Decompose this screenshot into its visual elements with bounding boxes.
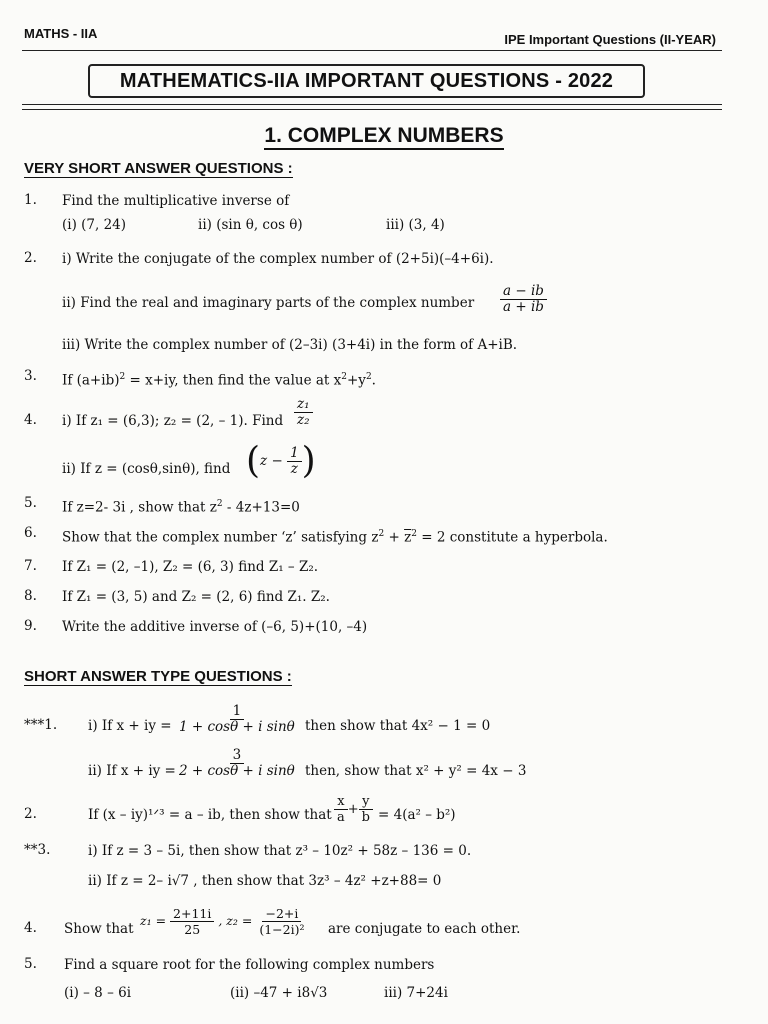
question-number: ***1. — [24, 717, 58, 733]
question-number: 4. — [24, 920, 37, 936]
option-ii: ii) (sin θ, cos θ) — [198, 217, 303, 233]
question-text: then, show that x² + y² = 4x − 3 — [305, 763, 527, 779]
fraction: $\frac{1}{\text{1 + cosθ + i sinθ}}$ — [179, 703, 295, 735]
question-text: ii) If z = (cosθ,sinθ), find — [62, 461, 231, 477]
question-text: If Z₁ = (2, –1), Z₂ = (6, 3) find Z₁ – Z₂. — [62, 559, 319, 575]
chapter-title: 1. COMPLEX NUMBERS — [0, 124, 768, 148]
option-i: (i) – 8 – 6i — [64, 985, 132, 1001]
question-number: 6. — [24, 525, 37, 541]
question-text: i) If x + iy = — [88, 718, 172, 734]
question-text: iii) Write the complex number of (2–3i) (3+4i) in the form of A+iB. — [62, 337, 518, 353]
option-ii: (ii) –47 + i8√3 — [230, 985, 328, 1001]
question-text: ii) Find the real and imaginary parts of the complex number — [62, 295, 475, 311]
question-text: If Z₁ = (3, 5) and Z₂ = (2, 6) find Z₁. Z₂. — [62, 589, 330, 605]
fraction: $\frac{a - ib}{a + ib}$ — [500, 284, 547, 315]
header-series: IPE Important Questions (II-YEAR) — [504, 32, 716, 47]
question-text: ii) If x + iy = — [88, 763, 176, 779]
fraction: $\frac{\text{z₁}}{\text{z₂}}$ — [294, 397, 313, 428]
question-text: Show that the complex number ‘z’ satisfying $z^2 + \overline{z}^2 = 2$ constitute a hyperbola. — [62, 529, 608, 546]
fraction: $\frac{3}{\text{2 + cosθ + i sinθ}}$ — [179, 747, 295, 779]
question-number: 2. — [24, 806, 37, 822]
question-number: 4. — [24, 412, 37, 428]
question-text: Find the multiplicative inverse of — [62, 193, 290, 209]
page-title: MATHEMATICS-IIA IMPORTANT QUESTIONS - 2022 — [88, 64, 645, 98]
header-rule — [22, 50, 722, 51]
question-number: 2. — [24, 250, 37, 266]
section-short-answer: SHORT ANSWER TYPE QUESTIONS : — [24, 668, 292, 685]
question-number: 8. — [24, 588, 37, 604]
question-text: then show that 4x² − 1 = 0 — [305, 718, 491, 734]
title-rule-1 — [22, 104, 722, 105]
question-text: ii) If z = 2– i√7 , then show that 3z³ – 4z² +z+88= 0 — [88, 873, 442, 889]
question-text: Write the additive inverse of (–6, 5)+(10, –4) — [62, 619, 368, 635]
section-very-short: VERY SHORT ANSWER QUESTIONS : — [24, 160, 293, 177]
question-text: Show that — [64, 921, 134, 937]
question-text: If z=2- 3i , show that $z^2 - 4z+13=0$ — [62, 499, 300, 516]
question-text: = 4(a² – b²) — [378, 807, 456, 823]
question-text: If (x – iy)¹ᐟ³ = a – ib, then show that — [88, 807, 332, 823]
expression: $\frac{x}{a}$ + $\frac{y}{b}$ — [334, 794, 373, 825]
question-text: If $(a+ib)^2 = x+iy$, then find the value at $x^2+y^2$. — [62, 372, 376, 389]
expression: z₁ = $\frac{2+11i}{25}$ , z₂ = $\frac{-2+i}{\text{(1−2i)²}}$ — [140, 906, 305, 937]
question-number: 9. — [24, 618, 37, 634]
question-text: are conjugate to each other. — [328, 921, 521, 937]
question-number: 5. — [24, 495, 37, 511]
option-iii: iii) (3, 4) — [386, 217, 445, 233]
question-text: i) Write the conjugate of the complex number of (2+5i)(–4+6i). — [62, 251, 494, 267]
title-rule-2 — [22, 109, 722, 110]
question-text: i) If z₁ = (6,3); z₂ = (2, – 1). Find — [62, 413, 284, 429]
header-subject: MATHS - IIA — [24, 26, 98, 41]
question-number: 5. — [24, 956, 37, 972]
question-number: 1. — [24, 192, 37, 208]
question-text: Find a square root for the following complex numbers — [64, 957, 435, 973]
option-i: (i) (7, 24) — [62, 217, 127, 233]
question-number: **3. — [24, 842, 51, 858]
question-number: 7. — [24, 558, 37, 574]
option-iii: iii) 7+24i — [384, 985, 448, 1001]
question-number: 3. — [24, 368, 37, 384]
question-text: i) If z = 3 – 5i, then show that z³ – 10z² + 58z – 136 = 0. — [88, 843, 472, 859]
expression: (z − $\frac{1}{z}$ ) — [246, 440, 316, 482]
